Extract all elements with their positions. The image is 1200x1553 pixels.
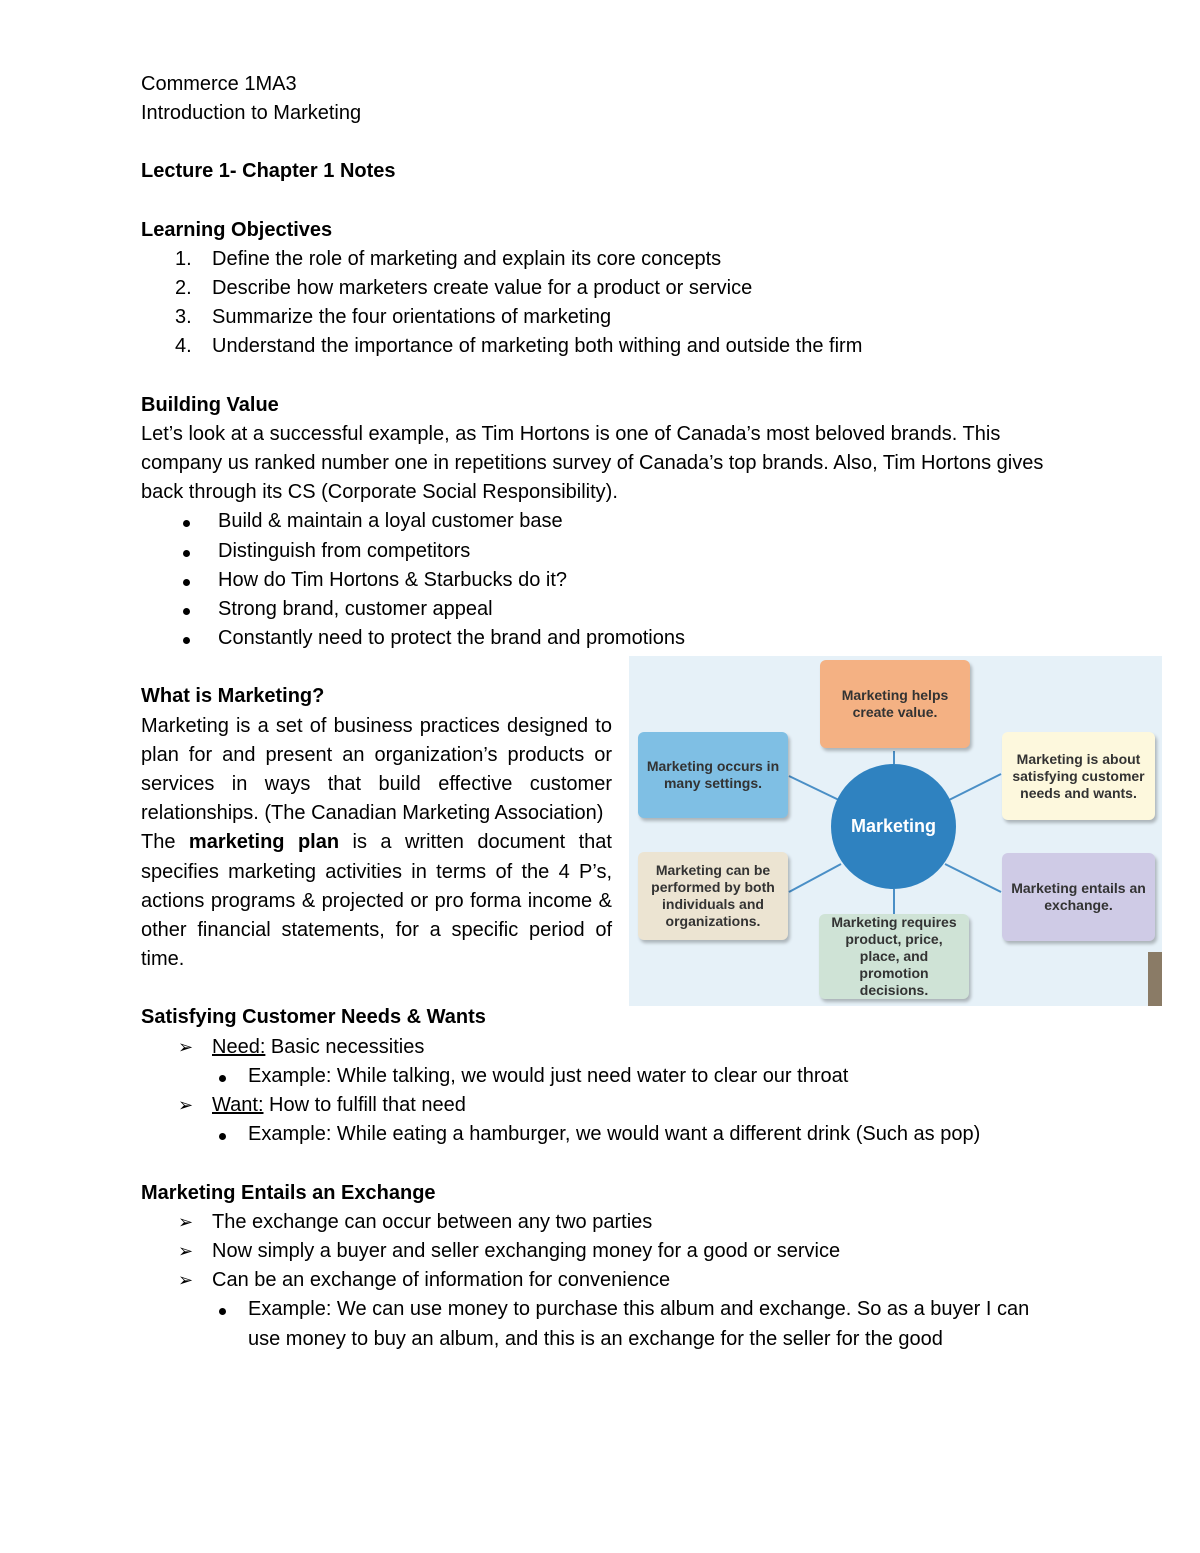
bullet-icon bbox=[183, 566, 190, 595]
list-number: 3. bbox=[175, 306, 192, 329]
list-item-text: How do Tim Hortons & Starbucks do it? bbox=[218, 568, 568, 591]
needs-wants-heading: Satisfying Customer Needs & Wants bbox=[141, 1006, 486, 1029]
list-item-text: Can be an exchange of information for convenience bbox=[212, 1269, 671, 1292]
bullet-icon bbox=[219, 1120, 226, 1149]
list-item-text: Summarize the four orientations of marketing bbox=[212, 306, 612, 329]
spoke-line bbox=[947, 774, 1001, 801]
list-item bbox=[141, 1208, 1061, 1237]
list-item bbox=[141, 1237, 1061, 1266]
list-item bbox=[141, 245, 1061, 274]
spoke-line bbox=[789, 864, 841, 892]
arrow-bullet-icon: ➢ bbox=[178, 1270, 194, 1291]
list-item bbox=[141, 537, 1061, 566]
list-item-text: Build & maintain a loyal customer base bbox=[218, 510, 563, 533]
building-value-heading: Building Value bbox=[141, 393, 279, 416]
objectives-heading: Learning Objectives bbox=[141, 218, 333, 241]
box-customer-needs: Marketing is about satisfying customer needs and wants. bbox=[1002, 732, 1155, 820]
list-item bbox=[141, 1091, 1061, 1120]
list-item-text bbox=[212, 1091, 1061, 1120]
course-title: Introduction to Marketing bbox=[141, 102, 362, 125]
list-number: 4. bbox=[175, 335, 192, 358]
list-item bbox=[141, 507, 1061, 536]
list-item bbox=[141, 624, 1061, 653]
need-text: Basic necessities bbox=[265, 1035, 425, 1058]
list-item bbox=[141, 1295, 1061, 1353]
need-label: Need: bbox=[212, 1035, 266, 1058]
list-number: 2. bbox=[175, 277, 192, 300]
list-item-text: Understand the importance of marketing both withing and outside the firm bbox=[212, 335, 863, 358]
exchange-heading: Marketing Entails an Exchange bbox=[141, 1181, 436, 1204]
bullet-icon bbox=[183, 537, 190, 566]
list-item-text: Example: We can use money to purchase this album and exchange. So as a buyer I can use money to buy an album, and this is an exchange for the seller for the good bbox=[248, 1298, 1030, 1350]
arrow-bullet-icon: ➢ bbox=[178, 1211, 194, 1232]
list-item bbox=[141, 1266, 1061, 1295]
box-four-p: Marketing requires product, price, place, and promotion decisions. bbox=[819, 914, 969, 999]
marketing-plan-term: marketing plan bbox=[188, 831, 340, 854]
box-performers: Marketing can be performed by both individuals and organizations. bbox=[638, 852, 788, 940]
arrow-bullet-icon: ➢ bbox=[178, 1240, 194, 1261]
list-item-text: Define the role of marketing and explain its core concepts bbox=[212, 247, 722, 270]
list-item bbox=[141, 595, 1061, 624]
plan-prefix: The bbox=[141, 831, 189, 854]
plan-rest: is a written document that specifies marketing activities in terms of the 4 P’s, actions programs & projected or pro forma income & other financial statements, for a specific period of time. bbox=[141, 831, 612, 971]
list-item-text: Strong brand, customer appeal bbox=[218, 598, 493, 621]
arrow-bullet-icon: ➢ bbox=[178, 1095, 194, 1116]
list-item bbox=[141, 332, 1061, 361]
list-number: 1. bbox=[175, 247, 192, 270]
box-settings: Marketing occurs in many settings. bbox=[638, 732, 788, 818]
list-item-text bbox=[212, 1033, 1061, 1062]
bullet-icon bbox=[219, 1062, 226, 1091]
list-item bbox=[141, 1062, 1061, 1091]
list-item-text: Describe how marketers create value for a product or service bbox=[212, 277, 753, 300]
bullet-icon bbox=[183, 624, 190, 653]
list-item-text: Now simply a buyer and seller exchanging money for a good or service bbox=[212, 1239, 841, 1262]
want-label: Want: bbox=[212, 1094, 264, 1117]
want-text: How to fulfill that need bbox=[263, 1094, 466, 1117]
list-item-text: Distinguish from competitors bbox=[218, 539, 471, 562]
box-exchange: Marketing entails an exchange. bbox=[1002, 853, 1155, 941]
bullet-icon bbox=[219, 1295, 226, 1324]
list-item bbox=[141, 303, 1061, 332]
marketing-hub: Marketing bbox=[831, 764, 956, 889]
course-code: Commerce 1MA3 bbox=[141, 73, 297, 95]
what-is-marketing-section bbox=[141, 682, 612, 974]
list-item bbox=[141, 566, 1061, 595]
lecture-title: Lecture 1- Chapter 1 Notes bbox=[141, 160, 396, 183]
list-item bbox=[141, 274, 1061, 303]
arrow-bullet-icon: ➢ bbox=[178, 1036, 194, 1057]
list-item-text: Example: While talking, we would just need water to clear our throat bbox=[248, 1064, 849, 1087]
list-item bbox=[141, 1033, 1061, 1062]
list-item-text: Constantly need to protect the brand and promotions bbox=[218, 627, 685, 650]
bullet-icon bbox=[183, 595, 190, 624]
marketing-concept-diagram bbox=[629, 656, 1162, 1006]
what-is-marketing-heading: What is Marketing? bbox=[141, 685, 325, 708]
bullet-icon bbox=[183, 507, 190, 536]
list-item-text: Example: While eating a hamburger, we would want a different drink (Such as pop) bbox=[248, 1123, 981, 1146]
building-value-paragraph: Let’s look at a successful example, as Tim Hortons is one of Canada’s most beloved brands. This company us ranked number one in repetitions survey of Canada’s top brands. Also, Tim Hortons gives back through its CS (Corporate Social Responsibility). bbox=[141, 422, 1044, 504]
marketing-definition: Marketing is a set of business practices designed to plan for and present an organization’s products or services in ways that build effective customer relationships. (The Canadian Marketing Association) bbox=[141, 714, 612, 825]
marketing-plan-paragraph bbox=[141, 828, 612, 974]
diagram-edge-bar bbox=[1148, 952, 1162, 1006]
spoke-line bbox=[789, 776, 841, 801]
list-item-text: The exchange can occur between any two parties bbox=[212, 1210, 653, 1233]
list-item bbox=[141, 1120, 1061, 1149]
spoke-line bbox=[945, 864, 1001, 892]
box-create-value: Marketing helps create value. bbox=[820, 660, 970, 748]
